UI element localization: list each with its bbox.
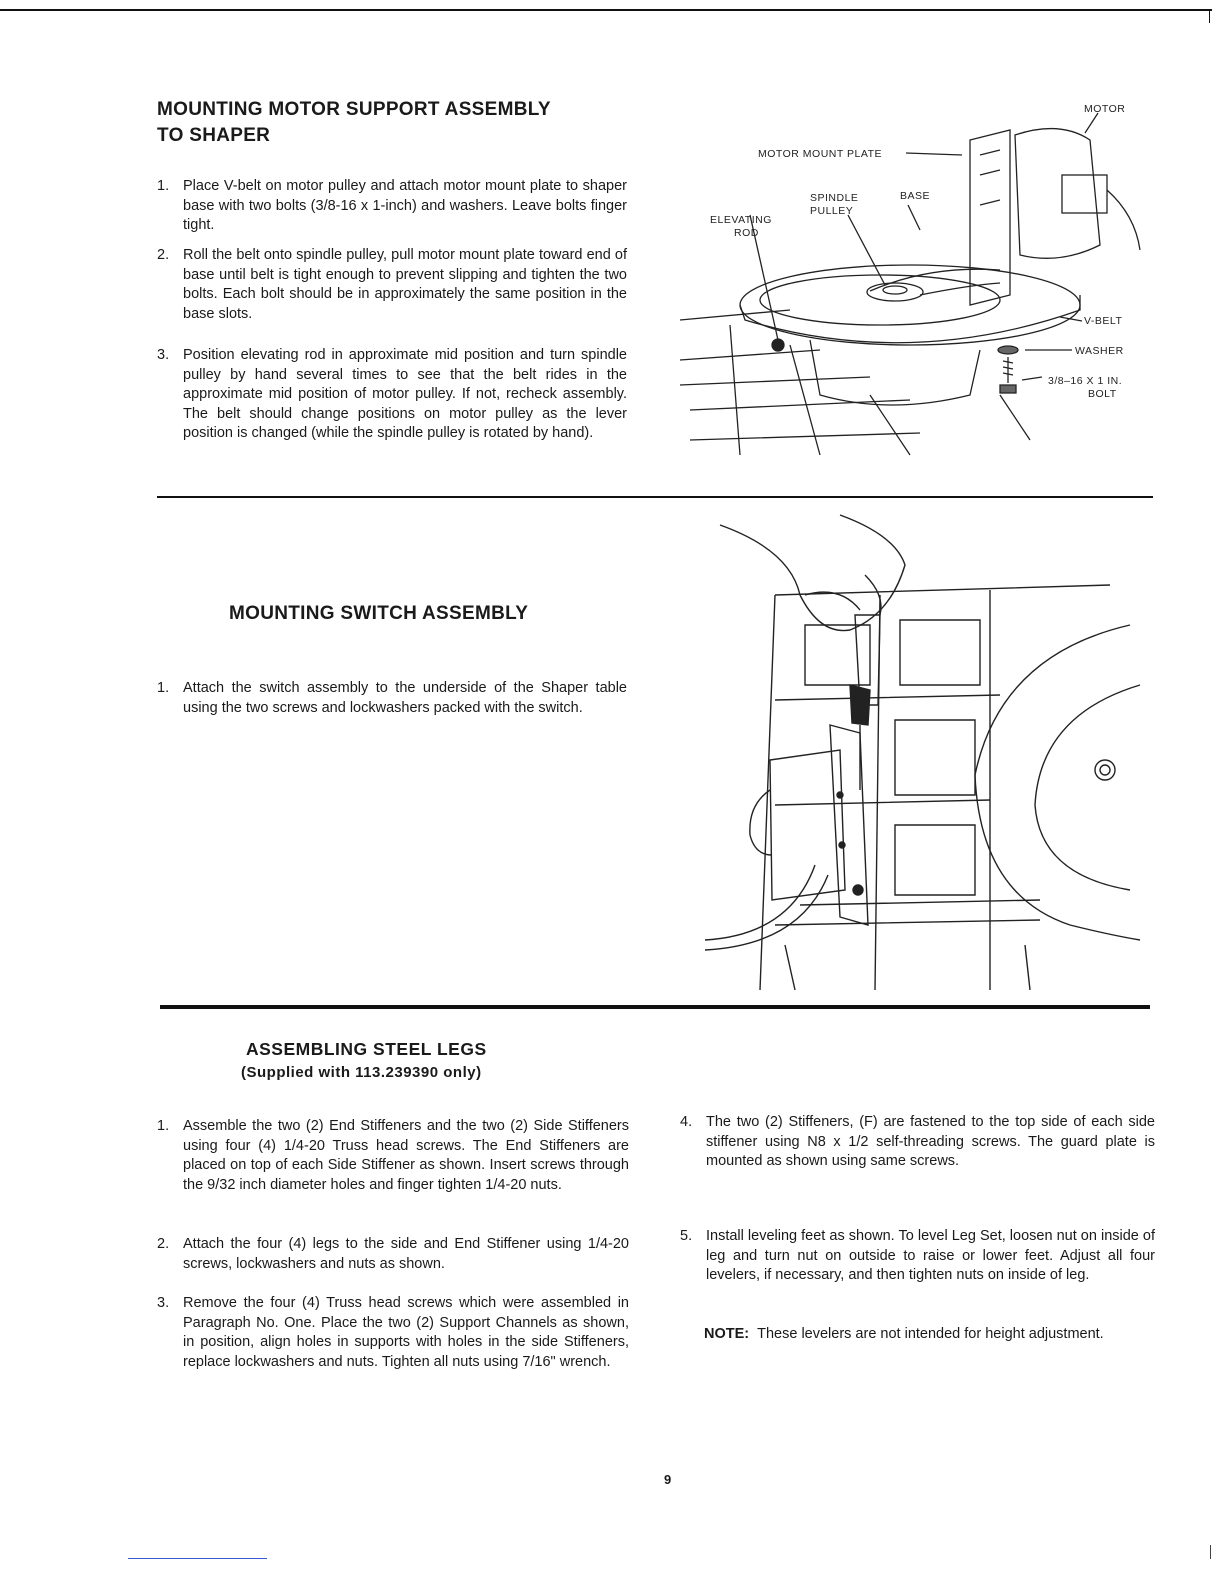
section1-step-1 <box>157 177 627 236</box>
step-number: 2. <box>157 247 170 263</box>
note-label: NOTE: <box>704 1326 750 1342</box>
step-number: 1. <box>157 178 170 194</box>
label-washer: WASHER <box>1075 345 1124 357</box>
step-number: 4. <box>680 1114 693 1130</box>
label-base: BASE <box>900 190 931 202</box>
label-motor: MOTOR <box>1084 103 1126 115</box>
section-divider-2 <box>160 1005 1150 1009</box>
step-number: 3. <box>157 347 170 363</box>
section3-step-1 <box>157 1117 629 1195</box>
step-text: Roll the belt onto spindle pulley, pull motor mount plate toward end of base until belt is tight enough to prevent slipping and tighten the two bolts. Each bolt should be in approximately the same position in the base slots. <box>183 247 627 322</box>
note-text: These levelers are not intended for height adjustment. <box>757 1326 1104 1342</box>
section1-step-2 <box>157 246 627 324</box>
step-text: Install leveling feet as shown. To level Leg Set, loosen nut on inside of leg and turn nut on outside to raise or lower feet. Adjust all four levelers, if necessary, and then tighten nuts on inside of leg. <box>706 1228 1155 1284</box>
step-text: Assemble the two (2) End Stiffeners and the two (2) Side Stiffeners using four (4) 1/4-20 Truss head screws. The End Stiffeners are placed on top of each Side Stiffener as shown. Insert screws through the 9/32 inch diameter holes and finger tighten 1/4-20 nuts. <box>183 1118 629 1193</box>
step-text: Remove the four (4) Truss head screws which were assembled in Paragraph No. One. Place the two (2) Support Channels as shown, in position, align holes in supports with holes in the side Stiffeners, replace lockwashers and nuts. Tighten all nuts using 7/16" wrench. <box>183 1295 629 1370</box>
step-text: Attach the switch assembly to the underside of the Shaper table using the two screws and lockwashers packed with the switch. <box>183 680 627 716</box>
label-elevating-rod-1: ELEVATING <box>710 214 772 226</box>
label-elevating-rod-2: ROD <box>734 227 759 239</box>
right-border-tick <box>1209 9 1210 23</box>
section3-note <box>704 1325 1156 1345</box>
motor-support-figure <box>670 95 1170 465</box>
label-bolt-2: BOLT <box>1088 388 1117 400</box>
section3-step-5 <box>680 1227 1155 1286</box>
section3-step-3 <box>157 1294 629 1372</box>
section1-title-line2: TO SHAPER <box>157 125 271 146</box>
section1-title-line1: MOUNTING MOTOR SUPPORT ASSEMBLY <box>157 99 551 120</box>
switch-install-figure <box>700 505 1150 995</box>
bottom-right-tick <box>1210 1545 1211 1559</box>
section1-step-3 <box>157 346 627 444</box>
step-number: 5. <box>680 1228 693 1244</box>
step-text: Place V-belt on motor pulley and attach motor mount plate to shaper base with two bolts (3/8-16 x 1-inch) and washers. Leave bolts finger tight. <box>183 178 627 234</box>
step-number: 1. <box>157 1118 170 1134</box>
section2-title: MOUNTING SWITCH ASSEMBLY <box>229 603 529 624</box>
label-spindle-pulley-1: SPINDLE <box>810 192 859 204</box>
section-divider-1 <box>157 496 1153 498</box>
page-number: 9 <box>664 1472 672 1487</box>
step-text: Position elevating rod in approximate mid position and turn spindle pulley by hand several times to see that the belt rides in the approximate mid position of motor pulley. If not, recheck assembly. The belt should change positions on motor pulley as the lever position is changed (while the spindle pulley is rotated by hand). <box>183 347 627 442</box>
step-text: The two (2) Stiffeners, (F) are fastened to the top side of each side stiffener using N8 x 1/2 self-threading screws. The guard plate is mounted as shown using same screws. <box>706 1114 1155 1170</box>
section3-subtitle: (Supplied with 113.239390 only) <box>241 1064 482 1081</box>
section3-step-2 <box>157 1235 629 1274</box>
label-v-belt: V-BELT <box>1084 315 1123 327</box>
step-number: 3. <box>157 1295 170 1311</box>
step-number: 2. <box>157 1236 170 1252</box>
step-number: 1. <box>157 680 170 696</box>
bottom-blue-line <box>128 1558 267 1559</box>
label-bolt-1: 3/8–16 X 1 IN. <box>1048 375 1123 387</box>
section3-step-4 <box>680 1113 1155 1172</box>
section3-title: ASSEMBLING STEEL LEGS <box>246 1039 487 1059</box>
label-spindle-pulley-2: PULLEY <box>810 205 854 217</box>
section2-step-1 <box>157 679 627 718</box>
step-text: Attach the four (4) legs to the side and End Stiffener using 1/4-20 screws, lockwashers and nuts as shown. <box>183 1236 629 1272</box>
label-motor-mount-plate: MOTOR MOUNT PLATE <box>758 148 883 160</box>
top-border <box>0 9 1212 11</box>
